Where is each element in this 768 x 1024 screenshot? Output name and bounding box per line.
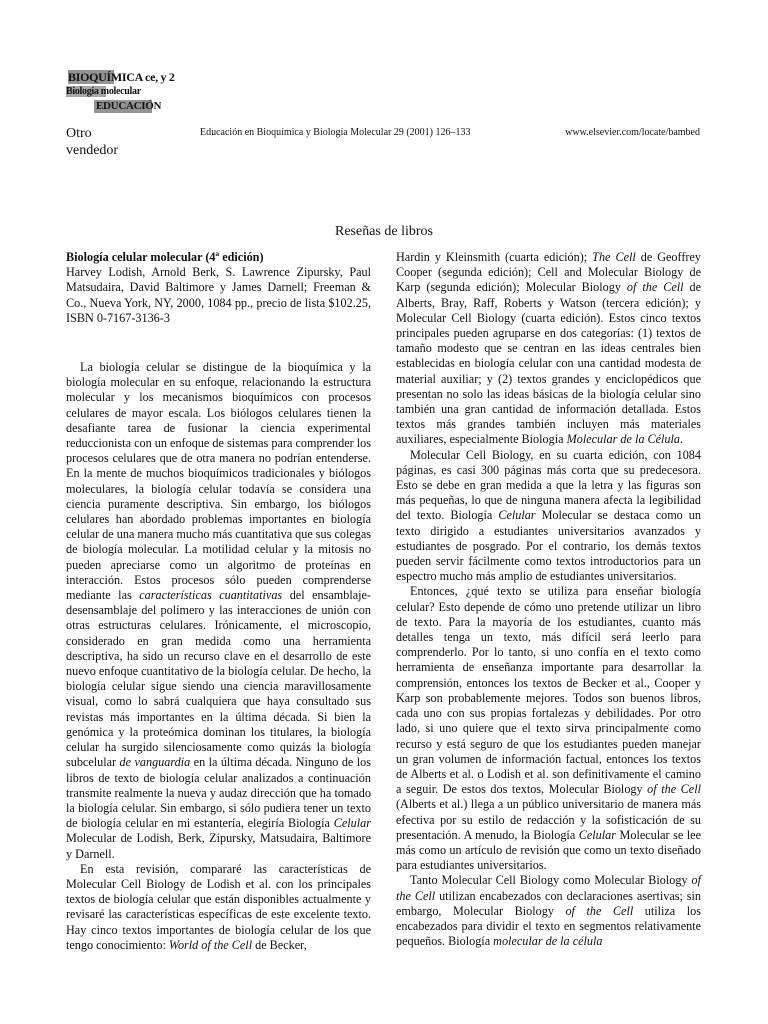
logo-text-line-1: BIOQUÍMICA ce, y 2 [68,70,175,84]
text-run: Molecular de Lodish, Berk, Zipursky, Matsudaira, Baltimore y Darnell. [66,831,371,861]
paragraph [66,360,371,862]
italic-run: Molecular de la Célula [566,432,680,447]
spacer [66,326,371,360]
italic-run: Celular [333,816,371,831]
text-run: (Alberts et al.) llega a un público universitario de manera más efectiva por su estilo de redacción y la sofisticación de su presentación. A menudo, la Biología [396,797,701,842]
text-run: del ensamblaje-desensamblaje del polímero y las interacciones de unión con otras estructuras celulares. Irónicamente, el microscopio, considerado en gran medida como una herramienta descriptiva, ha sido un recurso clave en el desarrollo de este nuevo enfoque cuantitativo de la biología celular. De hecho, la biología celular sigue siendo una ciencia maravillosamente visual, como lo sabrá cualquiera que haya consultado sus revistas más importantes en la última década. Si bien la genómica y la proteómica dominan los titulares, la biología celular ha surgido silenciosamente como quizás la biología subcelular [66,588,371,770]
paragraph [396,448,701,585]
book-citation: Harvey Lodish, Arnold Berk, S. Lawrence Zipursky, Paul Matsudaira, David Baltimore y James Darnell; Freeman & Co., Nueva York, NY, 2000, 1084 pp., precio de lista $102.25, ISBN 0-7167-3136-3 [66,265,371,325]
text-run: de Alberts, Bray, Raff, Roberts y Watson (tercera edición); y Molecular Cell Biology (cuarta edición). Estos cinco textos principales pueden agruparse en dos categorías: (1) textos de tamaño modesto que se centran en las ideas centrales bien establecidas en biología celular con una cantidad modesta de material auxiliar; y (2) textos grandes y enciclopédicos que presentan no solo las ideas básicas de la biología celular sino también una gran cantidad de información detallada. Estos textos más grandes también incluyen más materiales auxiliares, especialmente Biología [396,280,701,447]
text-run: . [679,432,684,447]
text-run: En esta revisión, compararé las características de Molecular Cell Biology de Lodish et al. con los principales textos de biología celular que están disponibles actualmente y revisaré las características específicas de este excelente texto. Hay cinco textos importantes de biología celular de los que tengo conocimiento: [66,861,371,952]
italic-run: of the Cell [396,873,701,903]
section-title: Reseñas de libros [335,224,433,239]
paragraph [396,250,701,448]
italic-run: of the Cell [647,782,701,797]
text-run: utilizan encabezados con declaraciones asertivas; sin embargo, Molecular Biology [396,888,702,918]
paragraph [66,862,371,953]
text-run: en la última década. Ninguno de los libros de texto de biología celular analizados a continuación transmite realmente la nueva y audaz dirección que ha tomado la biología celular. Sin embargo, si sólo pudiera tener un texto de biología celular en mi estantería, elegiría Biología [66,755,371,831]
logo-text-line-2: Biología molecular [66,86,141,97]
text-run: de Becker, [252,937,307,952]
italic-run: molecular de la célula [493,934,603,949]
italic-run: of the Cell [565,903,634,918]
left-column [66,250,371,953]
text-run: Molecular se lee más como un artículo de revisión que como un texto diseñado para estudiantes universitarios. [396,827,701,873]
italic-run: of the Cell [626,280,684,295]
paragraph [396,873,701,949]
text-run: Entonces, ¿qué texto se utiliza para enseñar biología celular? Esto depende de cómo uno pretende utilizar un libro de texto. Para la mayoría de los estudiantes, cuanto más detalles tenga un texto, más difícil será leerlo para comprenderlo. Por lo tanto, si uno confía en el texto como herramienta de enseñanza importante para desarrollar la comprensión, entonces los textos de Becker et al., Cooper y Karp son probablemente mejores. Todos son buenos libros, cada uno con sus propias fortalezas y debilidades. Por otro lado, si uno quiere que el texto sirva principalmente como recurso y está seguro de que los estudiantes pueden manejar un gran volumen de información factual, entonces los textos de Alberts et al. o Lodish et al. son definitivamente el camino a seguir. De estos dos textos, Molecular Biology [396,584,701,797]
text-run: La biología celular se distingue de la bioquímica y la biología molecular en su enfoque, relacionando la estructura molecular y los mecanismos bioquímicos con procesos celulares de mayor escala. Los biólogos celulares tienen la desafiante tarea de fusionar la ciencia experimental reduccionista con un enfoque de sistemas para comprender los procesos celulares que de otra manera no podrían entenderse. En la mente de muchos bioquímicos tradicionales y biólogos moleculares, la biología celular todavía se considera una ciencia puramente descriptiva. Sin embargo, los biólogos celulares han abordado problemas importantes en biología celular de una manera mucho más cuantitativa que sus colegas de biología molecular. La motilidad celular y la mitosis no pueden apreciarse como un algoritmo de proteínas en interacción. Estos procesos sólo pueden comprenderse mediante las [66,360,371,603]
italic-run: características cuantitativas [139,588,283,603]
right-column [396,250,701,949]
italic-run: de vanguardia [119,755,191,770]
text-run: Tanto Molecular Cell Biology como Molecular Biology [410,873,692,888]
italic-run: World of the Cell [168,937,253,952]
vendor-label: Otro vendedor [66,126,119,158]
logo-text-line-3: EDUCACIÓN [96,100,162,112]
journal-logo [66,70,196,118]
text-run: Molecular Cell Biology, en su cuarta edición, con 1084 páginas, es casi 300 páginas más corta que su predecesora. Esto se debe en gran medida a que la letra y las figuras son más pequeñas, lo que de ninguna manera afecta la legibilidad del texto. Biología [396,447,701,523]
journal-citation: Educación en Bioquímica y Biología Molecular 29 (2001) 126–133 [200,127,471,138]
paragraph [396,584,701,873]
text-run: Molecular se destaca como un texto dirigido a estudiantes universitarios avanzados y estudiantes de posgrado. Por el contrario, los demás textos pueden servir fácilmente como textos introductorios para un espectro mucho más amplio de estudiantes universitarios. [396,508,701,584]
italic-run: Celular [578,827,616,842]
italic-run: The Cell [592,250,636,264]
text-run: Hardin y Kleinsmith (cuarta edición); [396,250,593,264]
italic-run: Celular [498,508,536,523]
text-run: de Geoffrey Cooper (segunda edición); Cell and Molecular Biology de Karp (segunda edición); Molecular Biology [396,250,701,295]
review-header [66,250,371,326]
book-title: Biología celular molecular (4ª edición) [66,250,264,264]
journal-url[interactable]: www.elsevier.com/locate/bambed [565,127,700,138]
text-run: utiliza los encabezados para dividir el texto en segmentos relativamente pequeños. Biología [396,903,701,949]
